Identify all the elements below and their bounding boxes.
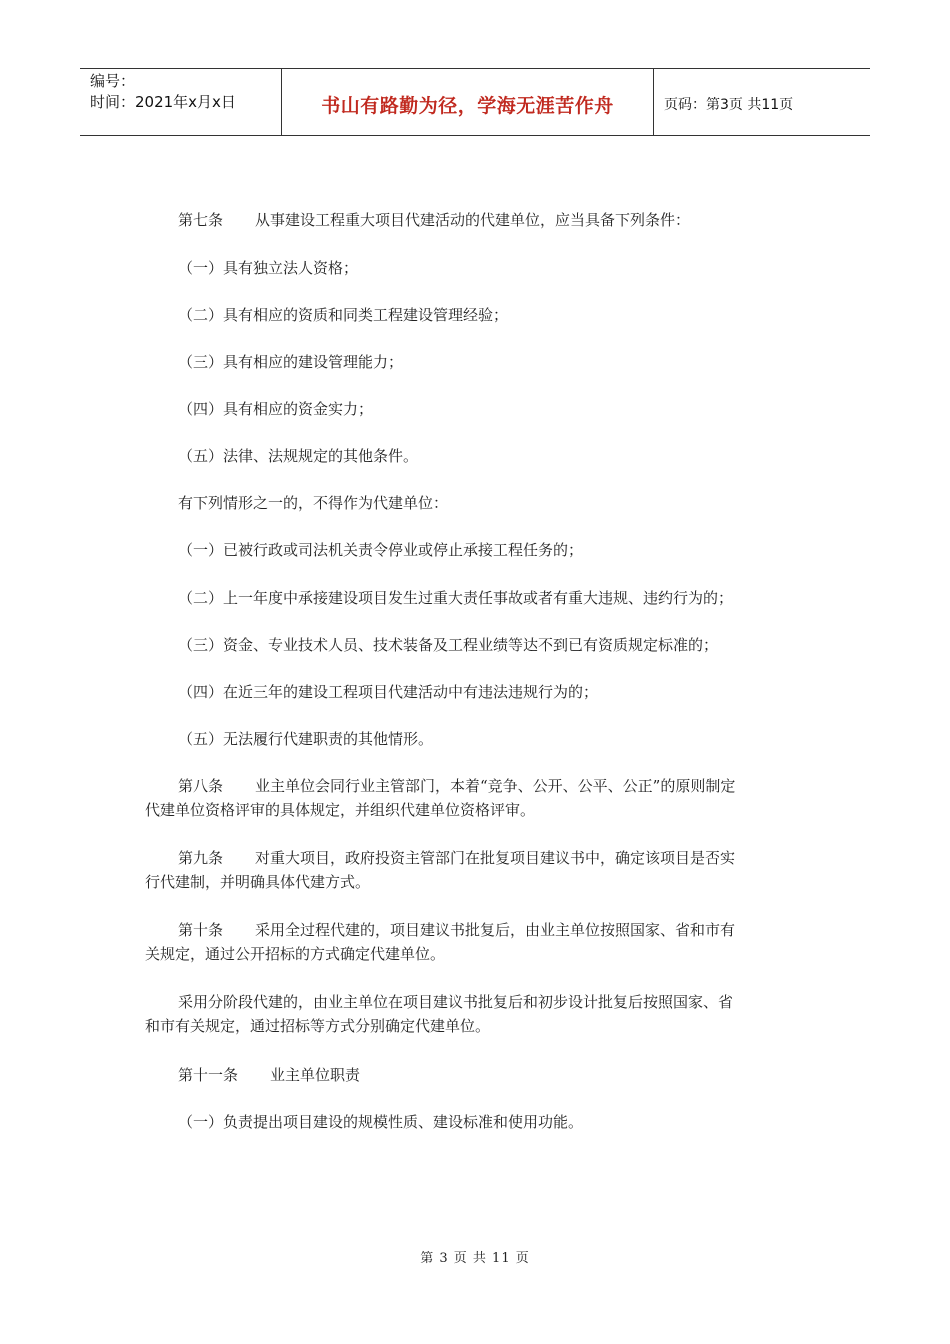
condition-2: （二）具有相应的资质和同类工程建设管理经验； (178, 306, 509, 324)
article-10 (145, 918, 810, 966)
article-10-staged-line-2: 和市有关规定，通过招标等方式分别确定代建单位。 (145, 1017, 491, 1035)
article-9-line-1: 对重大项目，政府投资主管部门在批复项目建议书中，确定该项目是否实 (255, 849, 736, 867)
header-motto: 书山有路勤为径，学海无涯苦作舟 (282, 69, 654, 135)
article-8-line-2: 代建单位资格评审的具体规定，并组织代建单位资格评审。 (145, 801, 536, 819)
article-10-staged-line-1: 采用分阶段代建的，由业主单位在项目建议书批复后和初步设计批复后按照国家、省 (178, 993, 734, 1011)
page-footer: 第 3 页 共 11 页 (420, 1251, 530, 1266)
condition-4: （四）具有相应的资金实力； (178, 400, 374, 418)
condition-1: （一）具有独立法人资格； (178, 259, 359, 277)
article-9 (145, 846, 810, 894)
article-11-title: 第十一条 (178, 1066, 239, 1084)
article-11 (145, 1063, 843, 1087)
header-page-info: 页码：第3页 共11页 (664, 97, 794, 113)
document-header (80, 68, 870, 136)
article-7-title: 第七条 (178, 211, 224, 229)
article-10-staged (145, 990, 810, 1038)
article-8-title: 第八条 (178, 777, 224, 795)
article-7-text: 从事建设工程重大项目代建活动的代建单位，应当具备下列条件： (255, 211, 691, 229)
article-10-line-1: 采用全过程代建的，项目建议书批复后，由业主单位按照国家、省和市有 (255, 921, 736, 939)
disqualification-1: （一）已被行政或司法机关责令停业或停止承接工程任务的； (178, 541, 584, 559)
article-10-line-2: 关规定，通过公开招标的方式确定代建单位。 (145, 945, 446, 963)
condition-3: （三）具有相应的建设管理能力； (178, 353, 404, 371)
document-time: 时间：2021年x月x日 (90, 93, 236, 111)
article-9-title: 第九条 (178, 849, 224, 867)
article-8-line-1: 业主单位会同行业主管部门，本着“竞争、公开、公平、公正”的原则制定 (255, 777, 736, 795)
document-number: 编号： (90, 72, 136, 90)
disqualification-4: （四）在近三年的建设工程项目代建活动中有违法违规行为的； (178, 683, 599, 701)
owner-duty-1: （一）负责提出项目建设的规模性质、建设标准和使用功能。 (178, 1113, 584, 1131)
condition-5: （五）法律、法规规定的其他条件。 (178, 447, 419, 465)
article-7 (145, 208, 843, 232)
disqualification-2: （二）上一年度中承接建设项目发生过重大责任事故或者有重大违规、违约行为的； (178, 589, 734, 607)
article-9-line-2: 行代建制，并明确具体代建方式。 (145, 873, 371, 891)
disqualification-5: （五）无法履行代建职责的其他情形。 (178, 730, 434, 748)
article-10-title: 第十条 (178, 921, 224, 939)
article-8 (145, 774, 810, 822)
disqualification-intro: 有下列情形之一的，不得作为代建单位： (178, 494, 449, 512)
header-meta-cell (80, 69, 282, 135)
article-11-text: 业主单位职责 (270, 1066, 361, 1084)
disqualification-3: （三）资金、专业技术人员、技术装备及工程业绩等达不到已有资质规定标准的； (178, 636, 719, 654)
